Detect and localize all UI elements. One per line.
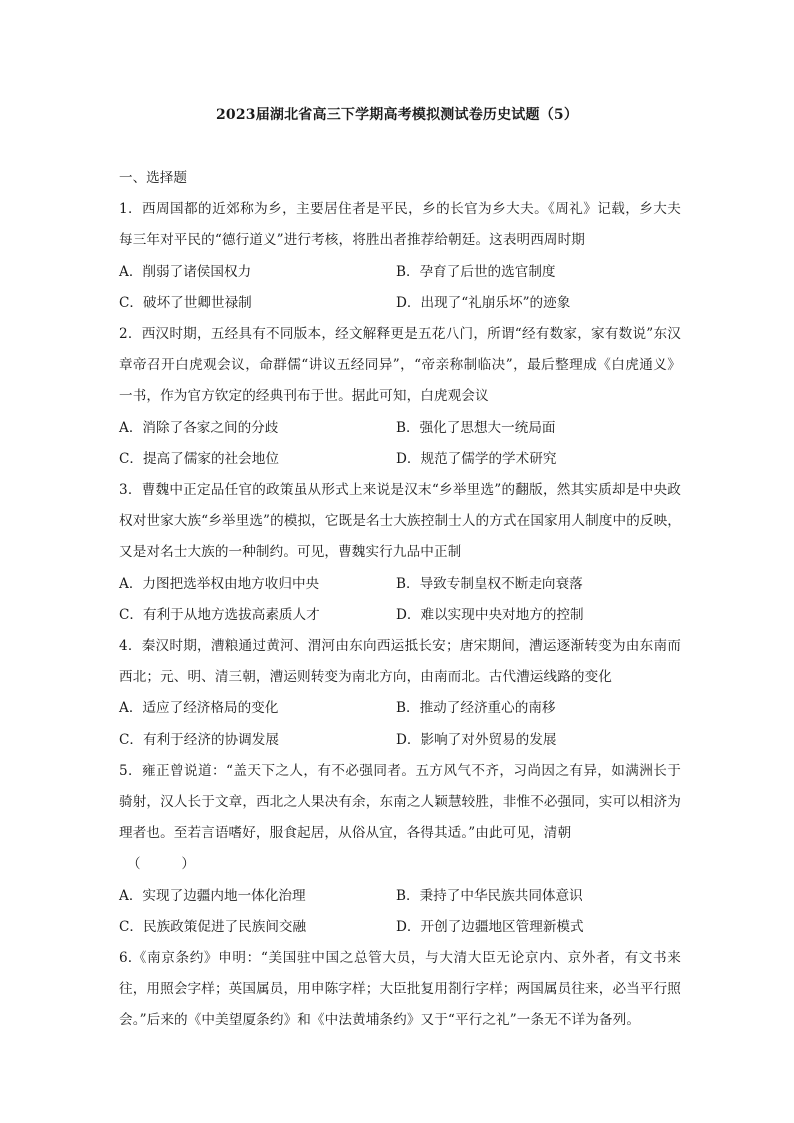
question-2-text: 2．西汉时期，五经具有不同版本，经文解释更是五花八门，所谓“经有数家，家有数说”东汉章帝召开白虎观会议，命群儒“讲议五经同异”，“帝亲称制临决”，最后整理成《白虎通义》一书，作为官方钦定的经典刊布于世。据此可知，白虎观会议 — [119, 326, 681, 405]
option-b: B．孕育了后世的选官制度 — [396, 263, 556, 280]
question-6-text: 6.《南京条约》申明：“美国驻中国之总管大员，与大清大臣无论京内、京外者，有文书来往，用照会字样；英国属员，用申陈字样；大臣批复用剳行字样；两国属员往来，必当平行照会。”后来的《中美望厦条约》和《中法黄埔条约》又于“平行之礼”一条无不详为备列。 — [119, 950, 681, 1029]
question-5-options — [119, 881, 681, 943]
question-3-options — [119, 569, 681, 631]
option-c: C．有利于从地方选拔高素质人才 — [119, 606, 320, 623]
option-c: C．破坏了世卿世禄制 — [119, 294, 252, 311]
answer-blank: （ ） — [127, 856, 195, 873]
option-c: C．民族政策促进了民族间交融 — [119, 918, 307, 935]
exam-title: 2023届湖北省高三下学期高考模拟测试卷历史试题（5） — [215, 107, 579, 123]
option-b: B．推动了经济重心的南移 — [396, 700, 556, 717]
option-d: D．影响了对外贸易的发展 — [396, 731, 557, 748]
exam-body — [119, 163, 681, 1037]
question-2-options — [119, 413, 681, 475]
option-a: A．消除了各家之间的分歧 — [119, 419, 279, 436]
question-1-options — [119, 257, 681, 319]
section-heading: 一、选择题 — [119, 170, 187, 186]
question-4-text: 4．秦汉时期，漕粮通过黄河、渭河由东向西运抵长安；唐宋期间，漕运逐渐转变为由东南而西北；元、明、清三朝，漕运则转变为南北方向，由南而北。古代漕运线路的变化 — [119, 638, 681, 686]
question-1-text: 1．西周国都的近郊称为乡，主要居住者是平民，乡的长官为乡大夫。《周礼》记载，乡大夫每三年对平民的“德行道义”进行考核，将胜出者推荐给朝廷。这表明西周时期 — [119, 201, 681, 249]
option-a: A．适应了经济格局的变化 — [119, 700, 279, 717]
option-b: B．秉持了中华民族共同体意识 — [396, 887, 583, 904]
option-d: D．开创了边疆地区管理新模式 — [396, 918, 584, 935]
option-b: B．导致专制皇权不断走向衰落 — [396, 575, 583, 592]
option-a: A．力图把选举权由地方收归中央 — [119, 575, 320, 592]
option-a: A．实现了边疆内地一体化治理 — [119, 887, 306, 904]
question-4-options — [119, 693, 681, 755]
question-3-text: 3．曹魏中正定品任官的政策虽从形式上来说是汉末“乡举里选”的翻版，然其实质却是中央政权对世家大族“乡举里选”的模拟，它既是名士大族控制士人的方式在国家用人制度中的反映，又是对名士大族的一种制约。可见，曹魏实行九品中正制 — [119, 482, 681, 561]
question-5-text: 5．雍正曾说道：“盖天下之人，有不必强同者。五方风气不齐，习尚因之有异，如满洲长于骑射，汉人长于文章，西北之人果决有余，东南之人颖慧较胜，非惟不必强同，实可以相济为理者也。至若言语嗜好，服食起居，从俗从宜，各得其适。”由此可见，清朝 — [119, 762, 681, 842]
option-c: C．提高了儒家的社会地位 — [119, 450, 279, 467]
option-d: D．出现了“礼崩乐坏”的迹象 — [396, 294, 571, 311]
option-b: B．强化了思想大一统局面 — [396, 419, 556, 436]
option-c: C．有利于经济的协调发展 — [119, 731, 279, 748]
option-d: D．难以实现中央对地方的控制 — [396, 606, 584, 623]
option-d: D．规范了儒学的学术研究 — [396, 450, 557, 467]
option-a: A．削弱了诸侯国权力 — [119, 263, 252, 280]
